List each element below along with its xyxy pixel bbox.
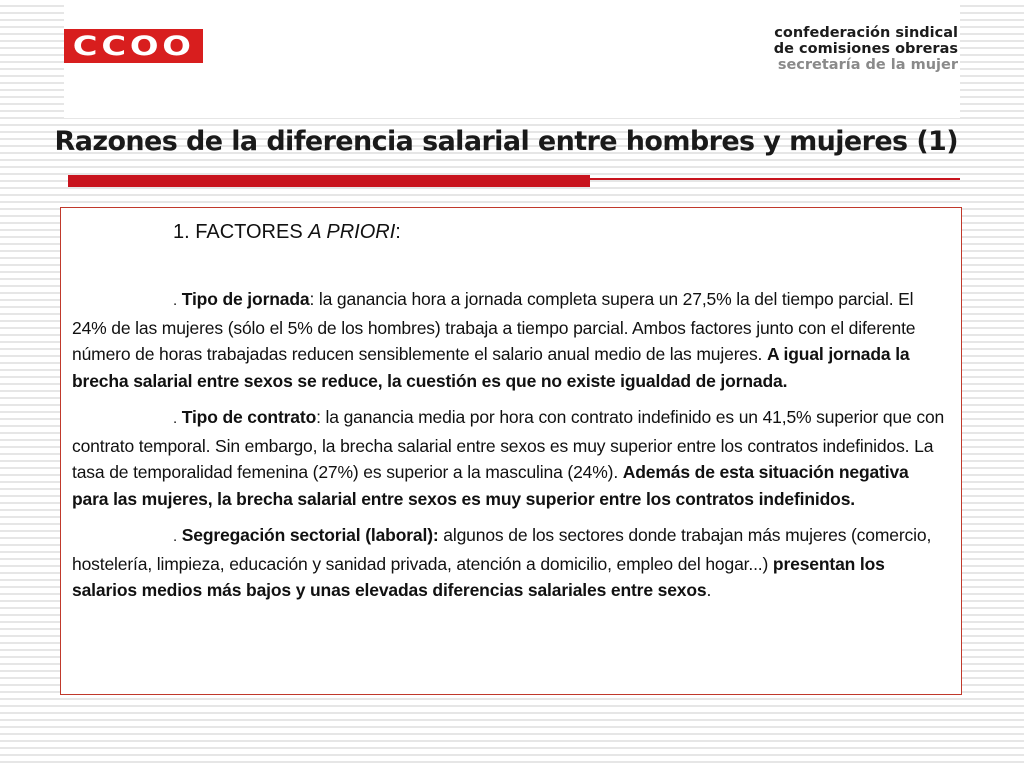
org-line-1: confederación sindical [774, 25, 958, 41]
title-underline-thick [68, 175, 590, 187]
section-heading-suffix: : [395, 221, 401, 243]
section-heading-prefix: 1. FACTORES [173, 221, 309, 243]
slide-title: Razones de la diferencia salarial entre hombres y mujeres (1) [54, 126, 958, 157]
bullet-dot: . [173, 410, 178, 427]
paragraph-body: la ganancia hora a jornada completa supera un 27,5% la del tiempo parcial. El 24% de las mujeres (sólo el 5% de los hombres) trabaja a tiempo parcial. Ambos factores junto con el diferente número de horas trabajadas reducen sensiblemente el salario anual medio de las mujeres. [72, 289, 916, 364]
paragraph-tipo-contrato [72, 404, 945, 512]
paragraph-term: Segregación sectorial (laboral): [181, 525, 439, 545]
bullet-dot: . [173, 528, 178, 545]
org-line-2: de comisiones obreras [773, 41, 958, 57]
paragraph-body: la ganancia media por hora con contrato indefinido es un 41,5% superior que con contrato temporal. Sin embargo, la brecha salarial entre sexos es muy superior entre los contratos indefinidos. La tasa de temporalidad femenina (27%) es superior a la masculina (24%). [72, 407, 945, 482]
paragraph-emphasis: presentan los salarios medios más bajos y unas elevadas diferencias salariales entre sexos [72, 553, 885, 600]
title-underline-thin [590, 178, 960, 180]
paragraph-tipo-jornada [72, 286, 945, 394]
ccoo-logo [64, 29, 203, 63]
content-box [60, 207, 962, 695]
paragraph-term-suffix: : [316, 407, 321, 427]
paragraph-emphasis: Además de esta situación negativa para las mujeres, la brecha salarial entre sexos es muy superior entre los contratos indefinidos. [72, 462, 909, 509]
logo-text: CCOO [72, 30, 195, 62]
paragraph-emphasis: A igual jornada la brecha salarial entre sexos se reduce, la cuestión es que no existe igualdad de jornada. [72, 344, 910, 391]
paragraph-segregacion [72, 522, 945, 604]
organization-name [774, 25, 958, 73]
bullet-dot: . [173, 292, 178, 309]
paragraph-term: Tipo de jornada [181, 289, 310, 309]
paragraph-term-suffix: : [309, 289, 315, 309]
section-heading-italic: A PRIORI [308, 221, 396, 243]
org-line-3: secretaría de la mujer [777, 57, 958, 73]
paragraph-body: algunos de los sectores donde trabajan más mujeres (comercio, hostelería, limpieza, educación y sanidad privada, atención a domicilio, empleo del hogar...) [72, 525, 932, 574]
paragraph-tail: . [706, 580, 712, 600]
section-heading [173, 218, 945, 246]
paragraph-term: Tipo de contrato [181, 407, 317, 427]
